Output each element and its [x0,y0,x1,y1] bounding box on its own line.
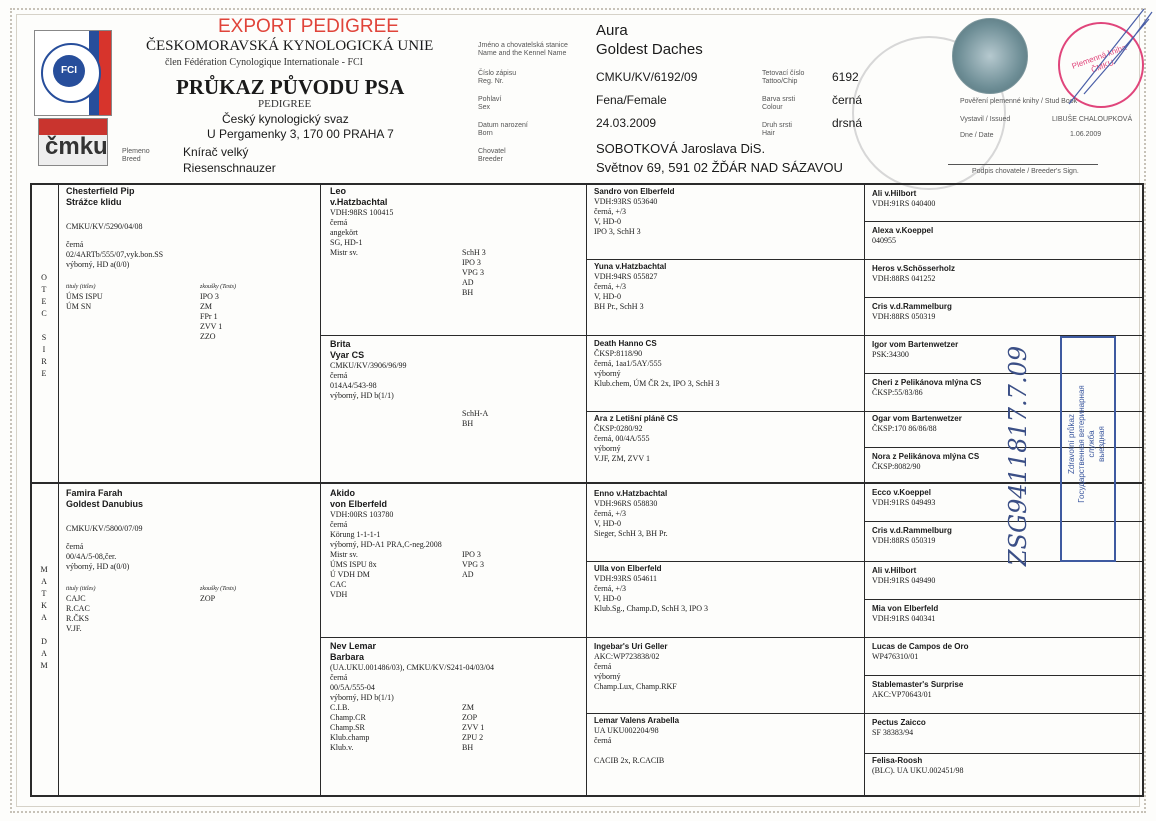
ancestor-name: Pectus Zaicco [872,718,926,727]
date-label: Dne / Date [960,132,994,139]
breed-cz: Knírač velký [183,145,249,159]
doc-subtitle: PEDIGREE [258,98,312,110]
ancestor-name: Stablemaster's Surprise [872,680,964,689]
ancestor-name: Lucas de Campos de Oro [872,642,969,651]
ancestor-name: Ogar vom Bartenwetzer [872,414,962,423]
gen3-ancestor [594,186,860,258]
title-item: ÚMS ISPU [66,292,103,301]
side-letter: T [41,589,47,598]
title-item: Klub.v. [330,743,354,752]
ancestor-detail: V.JF, ZM, ZVV 1 [594,454,650,463]
sire-sire-cell: Leo v.Hatzbachtal VDH:98RS 100415 černá angekört SG, HD-1 Mistr sv. SchH 3 IPO 3 VPG 3 AD BH [330,186,486,297]
title-item: VDH [330,590,348,599]
gen3-ancestor [594,563,860,635]
dog-name-line1: Aura [596,22,628,39]
hair: drsná [832,116,863,130]
dog-name-line2: Goldest Daches [596,41,703,58]
title-item: Champ.SR [330,723,365,732]
ancestor-detail: IPO 3, SchH 3 [594,227,641,236]
tattoo: 6192 [832,70,859,84]
fci-logo [34,30,112,116]
issued-label: Vystavil / Issued [960,116,1011,123]
handwritten-annotation: ZSG9411817.7.09 [1004,345,1032,567]
fci-member: člen Fédération Cynologique Internationale - FCI [165,57,364,68]
side-letter: R [41,357,47,366]
gen4-ancestor [872,603,1052,635]
exam-item: IPO 3 [462,258,481,267]
ancestor-name: Ali v.Hilbort [872,189,917,198]
rotated-stamp [1060,336,1116,562]
ancestor-name: Cris v.d.Rammelburg [872,526,952,535]
ancestor-detail: VDH:94RS 055827 [594,272,658,281]
gen4-ancestor [872,225,1052,257]
ancestor-detail: výborný [594,369,621,378]
side-letter: A [41,577,47,586]
signature-label: Podpis chovatele / Breeder's Sign. [972,168,1079,175]
sire-cell: Chesterfield Pip Strážce klidu CMKU/KV/5290/04/08 černá 02/4ARTb/555/07,vyk.bon.SS výborný, HD a(0/0) tituly (titles) ÚMS ISPU ÚM SN zkoušky (Tests) IPO 3 ZM FPr 1 ZVV 1 ZZO [66,186,236,341]
exam-item: AD [462,278,474,287]
title-item: R.CAC [66,604,90,613]
ancestor-reg: VDH:88RS 050319 [872,536,936,545]
ancestor-name: Enno v.Hatzbachtal [594,489,668,498]
cmku-logo-text: čmku [45,133,108,160]
ancestor-detail: ČKSP:8118/90 [594,349,643,358]
ancestor-detail: VDH:96RS 058830 [594,499,658,508]
title-item: ÚMS ISPU 8x [330,560,377,569]
exam-item: ZVV 1 [462,723,485,732]
cmku-logo [38,118,108,166]
ancestor-name: Heros v.Schösserholz [872,264,955,273]
ancestor-name: Igor vom Bartenwetzer [872,340,959,349]
ancestor-detail: černá, 00/4A/555 [594,434,650,443]
dam-dam-cell: Nev Lemar Barbara (UA.UKU.001486/03), CMKU/KV/S241-04/03/04 černá 00/5A/555-04 výborný, HD b(1/1) C.I.B. Champ.CR Champ.SR Klub.champ Klub.v. ZM ZOP ZVV 1 ZPU 2 BH [330,641,494,752]
stud-book-stamp: Plemenná kniha ČMKU [1058,22,1144,108]
ancestor-name: Ulla von Elberfeld [594,564,662,573]
ancestor-detail: černá, 1aa1/5AY/555 [594,359,662,368]
reg-no: CMKU/KV/6192/09 [596,70,698,84]
ancestor-detail: UA UKU002204/98 [594,726,659,735]
side-letter: A [41,613,47,622]
ancestor-reg: AKC:VP70643/01 [872,690,932,699]
ancestor-detail: V, HD-0 [594,292,621,301]
ancestor-name: Yuna v.Hatzbachtal [594,262,667,271]
gen4-ancestor [872,641,1052,673]
gen3-ancestor [594,413,860,481]
breed-label: Plemeno Breed [122,148,150,163]
ancestor-reg: ČKSP:8082/90 [872,462,921,471]
side-letter: D [41,637,47,646]
title-item: V.JF. [66,624,82,633]
sex: Fena/Female [596,93,667,107]
title-item: R.ČKS [66,614,89,623]
side-letter: A [41,649,47,658]
dam-cell: Famira Farah Goldest Danubius CMKU/KV/5800/07/09 černá 00/4A/5-08,čer. výborný, HD a(0/0) tituly (titles) CAJC R.CAC R.ČKS V.JF. zkoušky (Tests) ZOP [66,488,236,633]
gen4-ancestor [872,301,1052,333]
exam-item: ZZO [200,332,216,341]
gen3-ancestor [594,715,860,793]
ancestor-name: Ara z Letišní pláně CS [594,414,679,423]
gen3-ancestor [594,641,860,711]
gen4-ancestor [872,755,1052,787]
side-letter: S [41,333,47,342]
sire-dam-cell: Brita Vyar CS CMKU/KV/3906/96/99 černá 014A4/543-98 výborný, HD b(1/1) SchH-A BH [330,339,582,479]
ancestor-reg: SF 38383/94 [872,728,914,737]
side-letter: C [41,309,47,318]
gen4-ancestor [872,188,1052,220]
ancestor-detail: černá, +/3 [594,584,627,593]
ancestor-detail: BH Pr., SchH 3 [594,302,644,311]
side-letter: T [41,285,47,294]
ancestor-detail: Klub.chem, ÚM ČR 2x, IPO 3, SchH 3 [594,379,720,388]
issued-by: LIBUŠE CHALOUPKOVÁ [1052,116,1133,123]
ancestor-reg: (BLC). UA UKU.002451/98 [872,766,964,775]
export-title: EXPORT PEDIGREE [218,16,399,37]
ancestor-name: Death Hanno CS [594,339,657,348]
ancestor-detail: CACIB 2x, R.CACIB [594,756,665,765]
ancestor-detail: Klub.Sg., Champ.D, SchH 3, IPO 3 [594,604,709,613]
stamp-line: Zdravotní průkaz [1067,413,1076,475]
ancestor-reg: VDH:88RS 041252 [872,274,936,283]
gen4-ancestor [872,263,1052,295]
union-name: Český kynologický svaz [222,112,349,126]
ancestor-detail: černá, +/3 [594,282,627,291]
exam-item: ZVV 1 [200,322,223,331]
signature-line [948,164,1098,165]
exam-item: ZOP [462,713,478,722]
ancestor-name: Nora z Pelikánova mlýna CS [872,452,980,461]
ancestor-reg: VDH:91RS 049493 [872,498,936,507]
title-item: C.I.B. [330,703,350,712]
ancestor-detail: výborný [594,672,621,681]
exam-item: BH [462,288,474,297]
side-letter: K [41,601,47,610]
gen3-ancestor [594,488,860,560]
ancestor-detail [594,746,860,756]
fci-logo-text: FCI [53,55,85,87]
ancestor-detail: černá, +/3 [594,509,627,518]
dam-side-label [36,564,52,672]
ancestor-reg: VDH:91RS 049490 [872,576,936,585]
signature-scribble [1064,4,1154,114]
gen4-ancestor [872,717,1052,749]
ancestor-reg: ČKSP:55/83/86 [872,388,923,397]
dob: 24.03.2009 [596,116,657,130]
issue-date: 1.06.2009 [1070,131,1102,138]
gen3-ancestor [594,261,860,335]
exam-item: VPG 3 [462,268,485,277]
ancestor-name: Cheri z Pelikánova mlýna CS [872,378,982,387]
breed-en: Riesenschnauzer [183,161,276,175]
title-item: Champ.CR [330,713,366,722]
ancestor-detail: AKC:WP723838/02 [594,652,660,661]
color-label: Barva srsti Colour [762,96,796,111]
tattoo-label: Tetovací číslo Tattoo/Chip [762,70,805,85]
ancestor-name: Felisa-Roosh [872,756,923,765]
exam-item: ZPU 2 [462,733,484,742]
ancestor-reg: 040955 [872,236,896,245]
ancestor-detail: černá, +/3 [594,207,627,216]
title-item: Klub.champ [330,733,370,742]
gen3-ancestor [594,338,860,410]
exam-item: ZM [462,703,474,712]
org-name: ČESKOMORAVSKÁ KYNOLOGICKÁ UNIE [146,38,434,54]
ancestor-reg: PSK:34300 [872,350,909,359]
stamp-line: служба [1087,430,1096,458]
ancestor-name: Lemar Valens Arabella [594,716,680,725]
ancestor-detail: výborný [594,444,621,453]
exam-item: VPG 3 [462,560,485,569]
ancestor-reg: VDH:91RS 040400 [872,199,936,208]
exam-item: FPr 1 [200,312,218,321]
exam-item: SchH 3 [462,248,486,257]
ancestor-reg: VDH:91RS 040341 [872,614,936,623]
union-address: U Pergamenky 3, 170 00 PRAHA 7 [207,127,394,141]
dam-sire-cell: Akido von Elberfeld VDH:00RS 103780 černá Körung 1-1-1-1 výborný, HD-A1 PRA,C-neg.2008 Mistr sv. ÚMS ISPU 8x Ú VDH DM CAC VDH IPO 3 VPG 3 AD [330,488,485,599]
side-letter: O [41,273,47,282]
gen4-ancestor [872,679,1052,711]
side-letter [36,624,52,636]
ancestor-detail: černá [594,662,612,671]
ancestor-reg: VDH:88RS 050319 [872,312,936,321]
ancestor-detail: Champ.Lux, Champ.RKF [594,682,677,691]
side-letter: E [41,297,47,306]
exam-item: ZOP [200,594,216,603]
side-letter: M [40,661,48,670]
ancestor-name: Mia von Elberfeld [872,604,939,613]
ancestor-name: Ali v.Hilbort [872,566,917,575]
title-item: CAC [330,580,347,589]
ancestor-detail: V, HD-0 [594,519,621,528]
breeder-label: Chovatel Breeder [478,148,506,163]
stud-book-label: Pověření plemenné knihy / Stud Book [960,98,1078,105]
ancestor-reg: ČKSP:170 86/86/88 [872,424,937,433]
color: černá [832,93,863,107]
title-item: ÚM SN [66,302,92,311]
title-item: Mistr sv. [330,550,358,559]
ancestor-detail: V, HD-0 [594,594,621,603]
sex-label: Pohlaví Sex [478,96,502,111]
doc-title: PRŮKAZ PŮVODU PSA [176,75,405,99]
exam-item: ZM [200,302,212,311]
hologram-seal [952,18,1028,94]
ancestor-detail: černá [594,736,612,745]
exam-item: SchH-A [462,409,489,418]
ancestor-detail: VDH:93RS 053640 [594,197,658,206]
side-letter [36,320,52,332]
ancestor-name: Cris v.d.Rammelburg [872,302,952,311]
sire-side-label [36,272,52,380]
side-letter: I [42,345,46,354]
name-label: Jméno a chovatelská stanice Name and the Kennel Name [478,42,568,57]
side-letter: E [41,369,47,378]
ancestor-detail: VDH:93RS 054611 [594,574,658,583]
ancestor-name: Sandro von Elberfeld [594,187,675,196]
ancestor-name: Ecco v.Koeppel [872,488,931,497]
exam-item: IPO 3 [200,292,219,301]
exam-item: IPO 3 [462,550,481,559]
ancestor-name: Alexa v.Koeppel [872,226,934,235]
ancestor-detail: Sieger, SchH 3, BH Pr. [594,529,668,538]
dob-label: Datum narození Born [478,122,528,137]
side-letter: M [40,565,48,574]
title-item: Ú VDH DM [330,570,370,579]
exam-item: AD [462,570,474,579]
exam-item: BH [462,743,474,752]
ancestor-name: Ingebar's Uri Geller [594,642,668,651]
reg-label: Číslo zápisu Reg. Nr. [478,70,517,85]
exam-item: BH [462,419,474,428]
breeder-name: SOBOTKOVÁ Jaroslava DiS. [596,141,766,156]
ancestor-detail: ČKSP:0280/92 [594,424,643,433]
title-item: CAJC [66,594,86,603]
ancestor-detail: V, HD-0 [594,217,621,226]
stamp-line: Государственная ветеринарная [1077,385,1086,503]
title-item: Mistr sv. [330,248,358,257]
hair-label: Druh srsti Hair [762,122,792,137]
stamp-line: выездная [1097,426,1106,462]
breeder-address: Světnov 69, 591 02 ŽĎÁR NAD SÁZAVOU [596,160,843,175]
ancestor-reg: WP476310/01 [872,652,919,661]
